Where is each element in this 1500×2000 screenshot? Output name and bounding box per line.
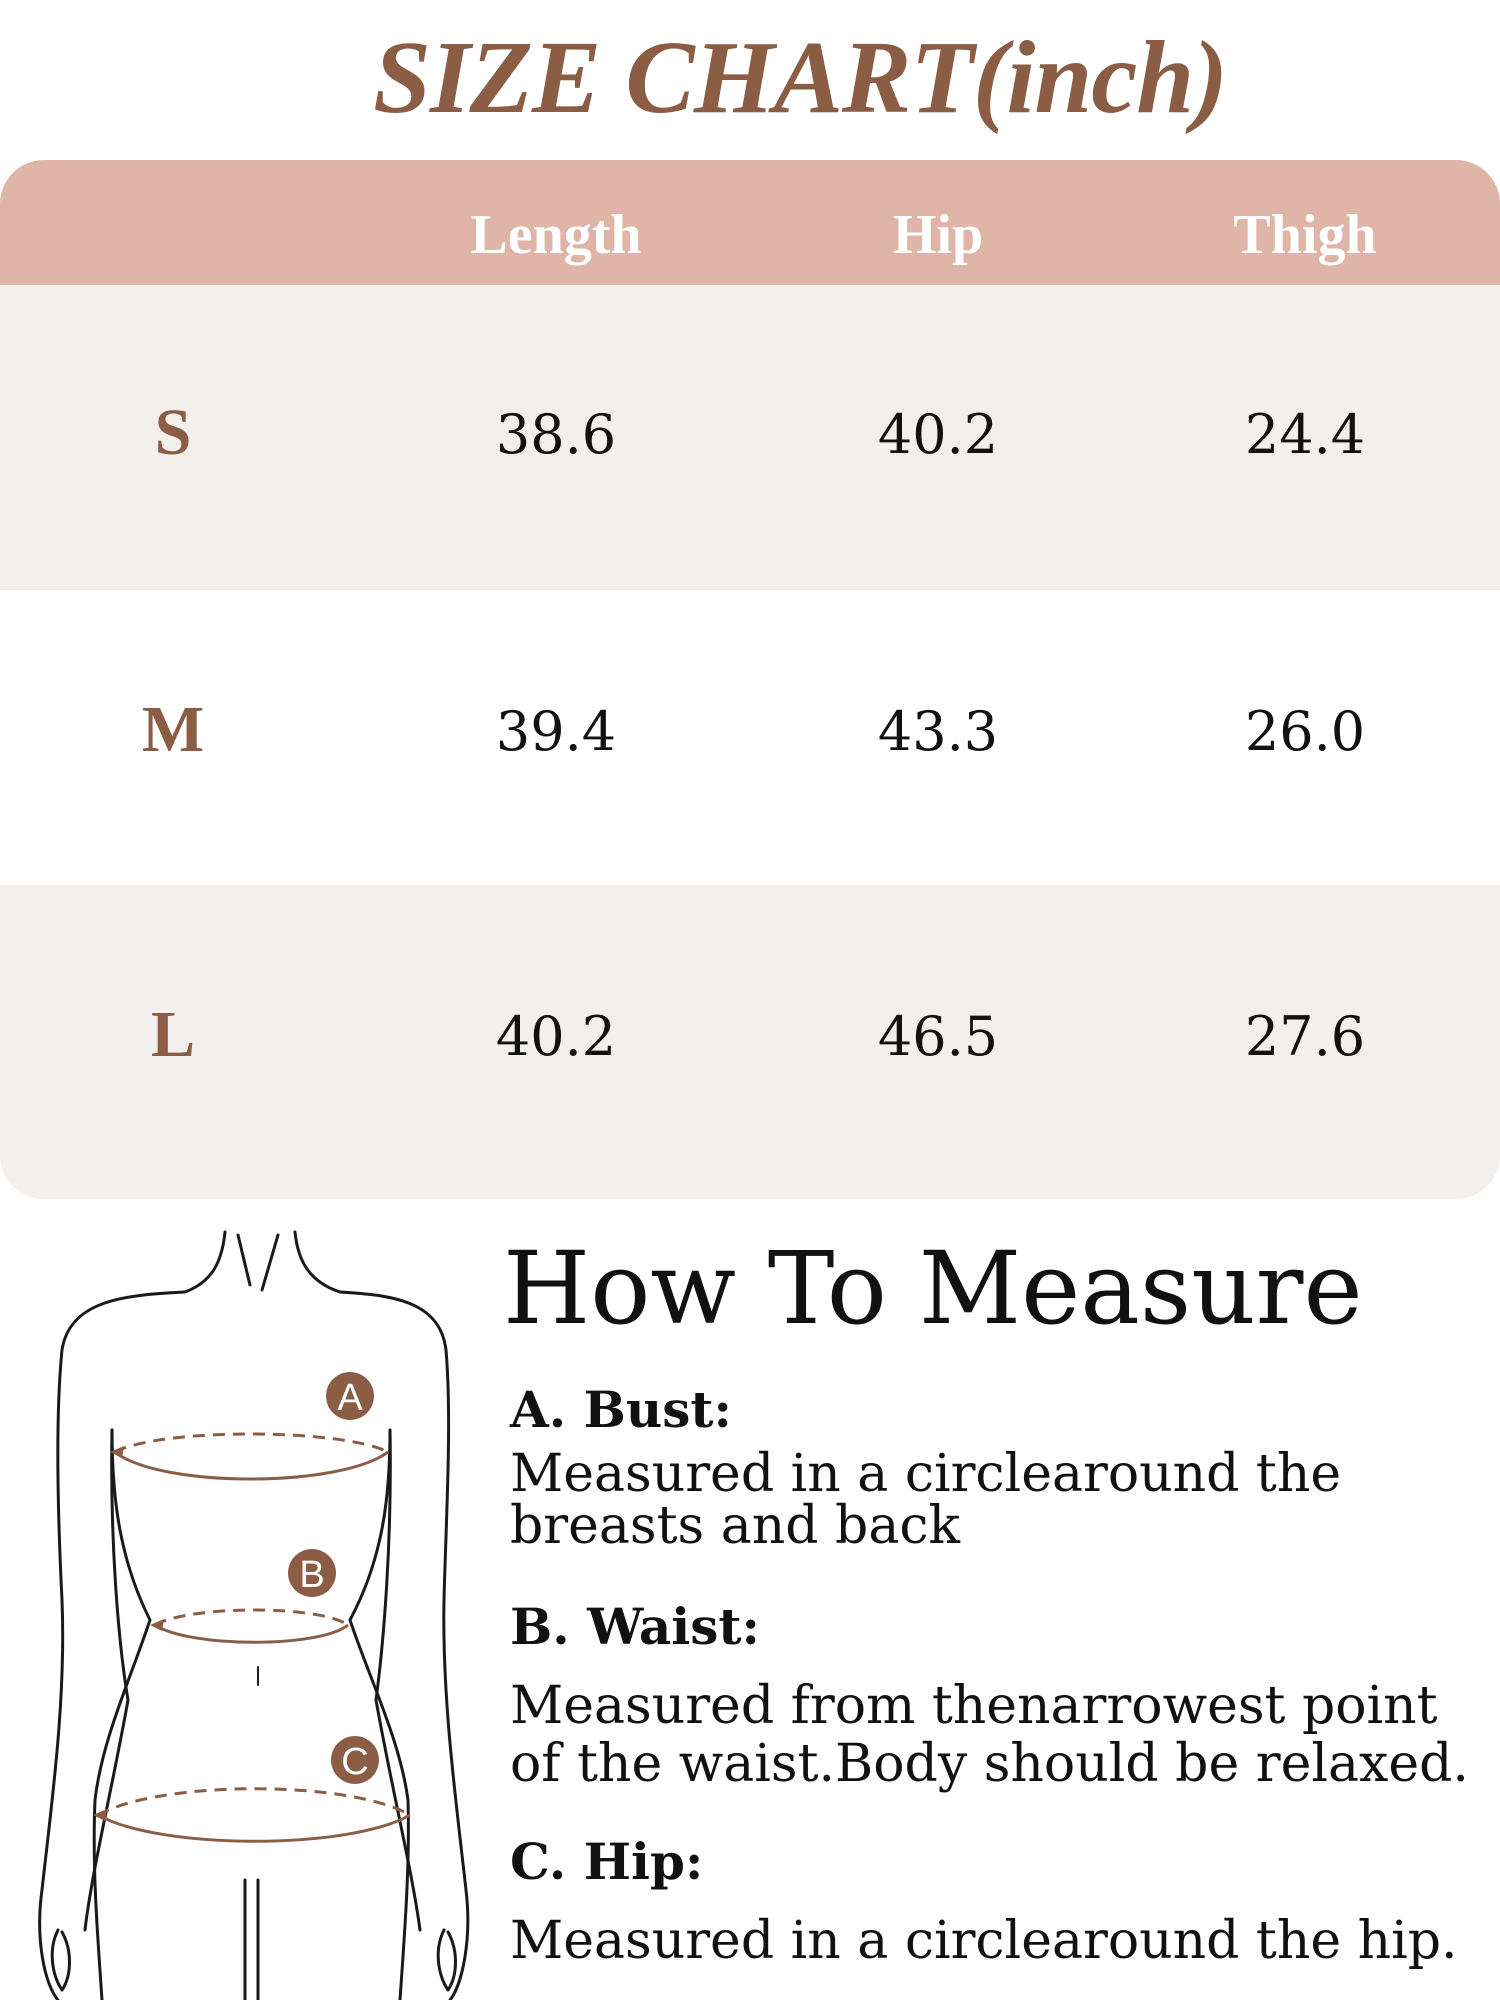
bust-label: A. Bust: — [510, 1380, 732, 1439]
table-cell: 27.6 — [1244, 1005, 1366, 1068]
body-outline-figure — [0, 1225, 500, 2000]
bust-description-line: Measured in a circlearound the — [510, 1444, 1342, 1504]
table-cell: 39.4 — [495, 700, 617, 763]
table-cell: 26.0 — [1244, 700, 1366, 763]
table-cell: 40.2 — [877, 403, 999, 466]
svg-text:C: C — [341, 1741, 369, 1783]
svg-text:A: A — [337, 1377, 363, 1419]
how-to-measure-title: How To Measure — [503, 1230, 1363, 1347]
table-cell: 43.3 — [877, 700, 999, 763]
size-label: M — [141, 693, 205, 766]
table-cell: 40.2 — [495, 1005, 617, 1068]
table-row — [0, 885, 1500, 1199]
size-table — [0, 160, 1500, 1199]
column-header-thigh: Thigh — [1233, 204, 1377, 266]
page-title: SIZE CHART(inch) — [373, 20, 1227, 135]
table-cell: 24.4 — [1244, 403, 1366, 466]
table-row — [0, 590, 1500, 885]
table-cell: 38.6 — [495, 403, 617, 466]
badge-c — [331, 1736, 379, 1784]
table-header-row — [0, 160, 1500, 285]
column-header-hip: Hip — [892, 204, 984, 266]
badge-b — [288, 1549, 336, 1597]
size-label: S — [154, 396, 192, 469]
bust-description-line: breasts and back — [510, 1496, 960, 1556]
badge-a — [326, 1372, 374, 1420]
size-label: L — [150, 998, 196, 1071]
table-row — [0, 285, 1500, 590]
hip-description-line: Measured in a circlearound the hip. — [510, 1911, 1458, 1971]
waist-description-line: of the waist.Body should be relaxed. — [510, 1734, 1469, 1794]
column-header-length: Length — [470, 204, 642, 266]
svg-text:B: B — [299, 1554, 325, 1596]
table-cell: 46.5 — [877, 1005, 999, 1068]
waist-label: B. Waist: — [510, 1597, 760, 1656]
waist-description-line: Measured from thenarrowest point — [510, 1676, 1438, 1736]
hip-label: C. Hip: — [510, 1832, 704, 1891]
